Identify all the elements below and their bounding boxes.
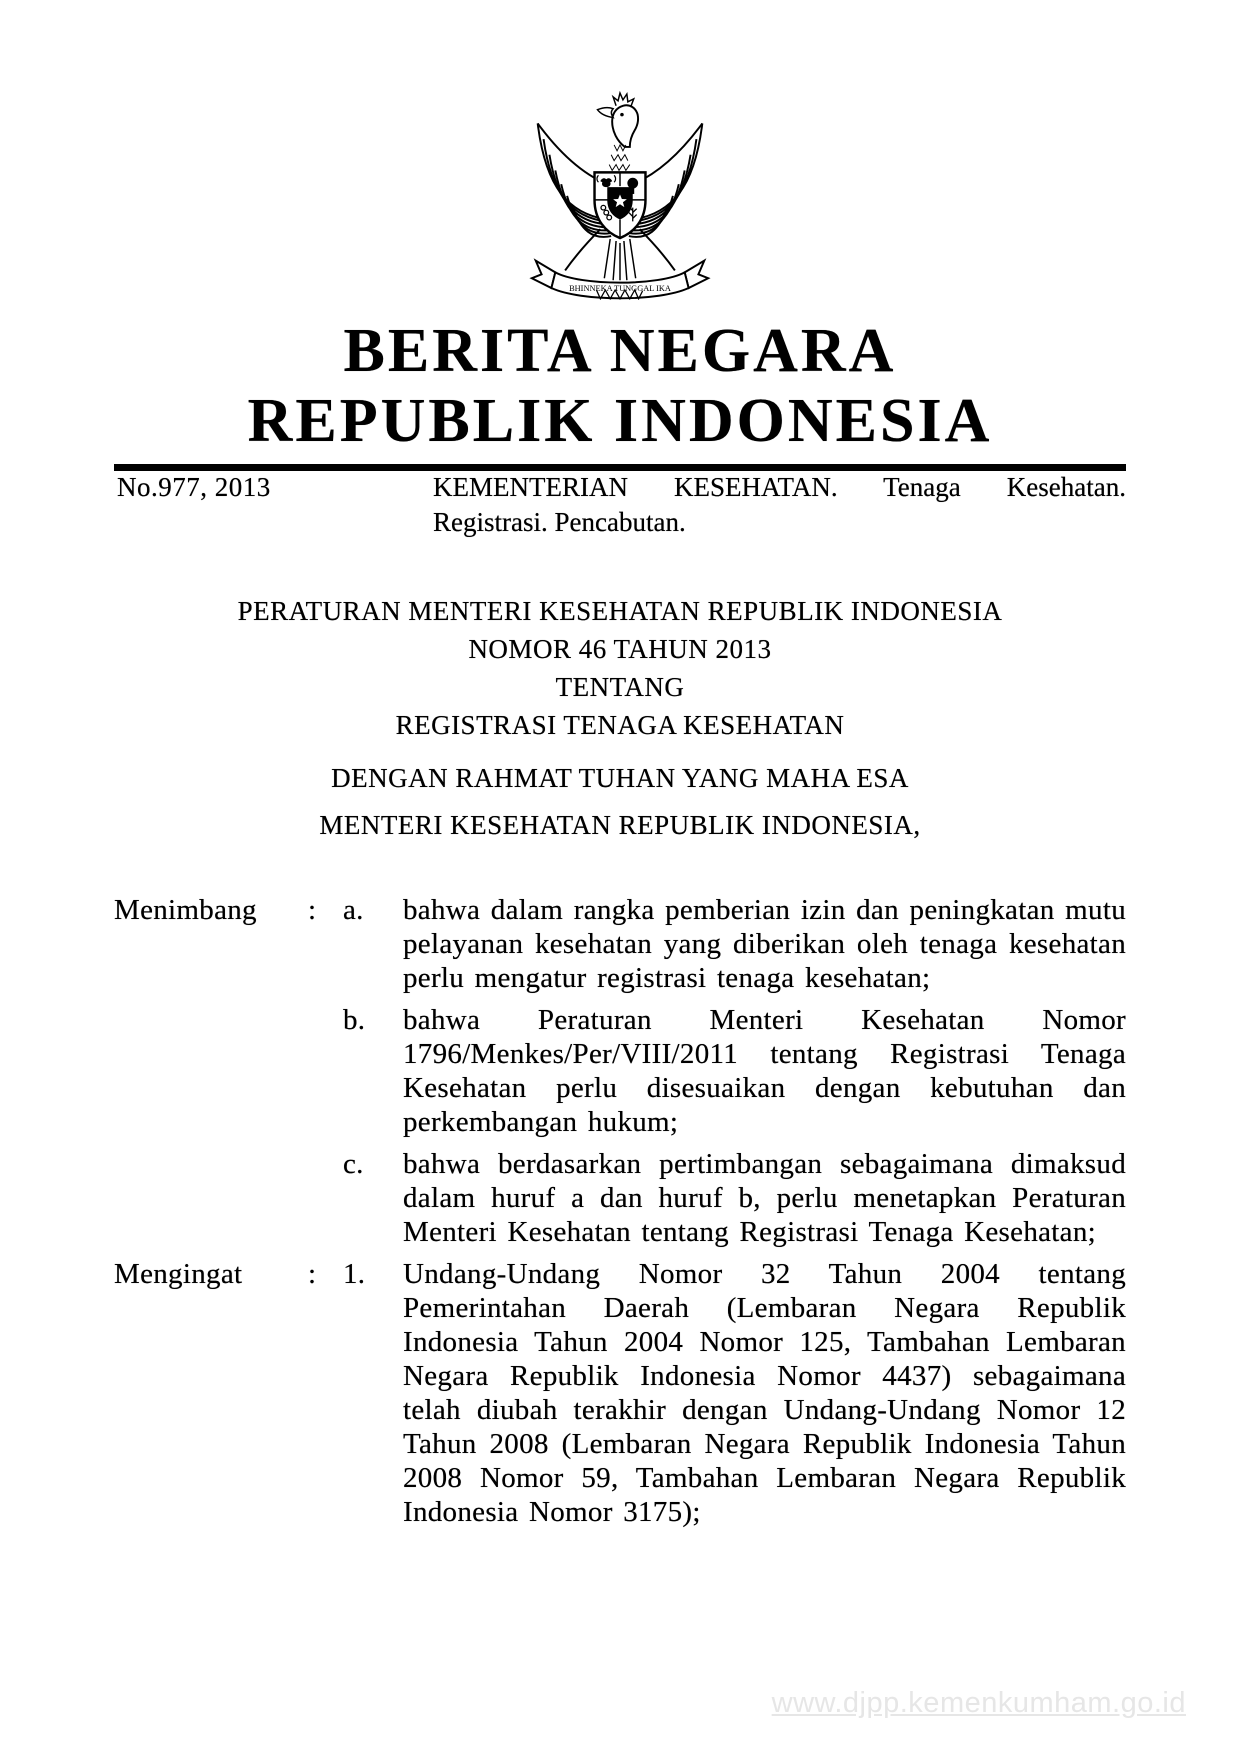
clauses (114, 893, 1126, 1537)
authority-line: MENTERI KESEHATAN REPUBLIK INDONESIA, (319, 810, 921, 840)
pancasila-shield (595, 172, 646, 238)
regulation-subject-line: REGISTRASI TENAGA KESEHATAN (395, 710, 845, 740)
chest-feathers (609, 145, 630, 170)
considering-item-c (114, 1147, 1126, 1249)
item-marker: b. (343, 1004, 366, 1036)
tail-feathers (604, 239, 635, 280)
issue-number: No.977, 2013 (117, 472, 271, 502)
publication-title-line2: REPUBLIK INDONESIA (247, 387, 993, 455)
issue-row (114, 470, 1126, 540)
motto-text: BHINNEKA TUNGGAL IKA (569, 283, 671, 293)
regulation-title-block (0, 592, 1240, 744)
considering-label: Menimbang (114, 894, 257, 926)
regulation-title-line1: PERATURAN MENTERI KESEHATAN REPUBLIK INDONESIA (237, 596, 1003, 626)
item-text: bahwa berdasarkan pertimbangan sebagaimana dimaksud dalam huruf a dan huruf b, perlu menetapkan Peraturan Menteri Kesehatan tentang Registrasi Tenaga Kesehatan; (403, 1148, 1126, 1248)
item-marker: c. (343, 1148, 364, 1180)
considering-item-b (114, 1003, 1126, 1139)
publication-title-line1: BERITA NEGARA (343, 317, 897, 385)
masthead (0, 316, 1240, 456)
recalling-item-1 (114, 1257, 1126, 1529)
invocation-line: DENGAN RAHMAT TUHAN YANG MAHA ESA (331, 763, 909, 793)
item-marker: a. (343, 894, 364, 926)
regulation-tentang-line: TENTANG (555, 672, 685, 702)
subject-annotation (433, 470, 1126, 540)
item-marker: 1. (343, 1258, 366, 1290)
recalling-label: Mengingat (114, 1258, 243, 1290)
considering-item-a (114, 893, 1126, 995)
garuda-pancasila-icon (522, 84, 718, 300)
garuda-pancasila-emblem (522, 84, 718, 305)
recalling-colon: : (308, 1258, 317, 1290)
item-text: Undang-Undang Nomor 32 Tahun 2004 tentang Pemerintahan Daerah (Lembaran Negara Republik Indonesia Tahun 2004 Nomor 125, Tambahan Lembaran Negara Republik Indonesia Nomor 4437) sebagaimana telah diubah terakhir dengan Undang-Undang Nomor 12 Tahun 2008 (Lembaran Negara Republik Indonesia Tahun 2008 Nomor 59, Tambahan Lembaran Negara Republik Indonesia Nomor 3175); (403, 1258, 1126, 1528)
banyan-tree-symbol (627, 178, 638, 189)
item-text: bahwa dalam rangka pemberian izin dan peningkatan mutu pelayanan kesehatan yang diberikan oleh tenaga kesehatan perlu mengatur registrasi tenaga kesehatan; (403, 894, 1126, 994)
considering-colon: : (308, 894, 317, 926)
subject-line1: KEMENTERIAN KESEHATAN. Tenaga Kesehatan. (433, 472, 1126, 502)
item-text: bahwa Peraturan Menteri Kesehatan Nomor 1796/Menkes/Per/VIII/2011 tentang Registrasi Tenaga Kesehatan perlu disesuaikan dengan kebutuhan dan perkembangan hukum; (403, 1004, 1126, 1138)
regulation-number-line: NOMOR 46 TAHUN 2013 (468, 634, 772, 664)
subject-line2: Registrasi. Pencabutan. (433, 507, 686, 537)
eagle-head (597, 93, 638, 147)
watermark-url-link[interactable]: www.djpp.kemenkumham.go.id (771, 1687, 1186, 1719)
